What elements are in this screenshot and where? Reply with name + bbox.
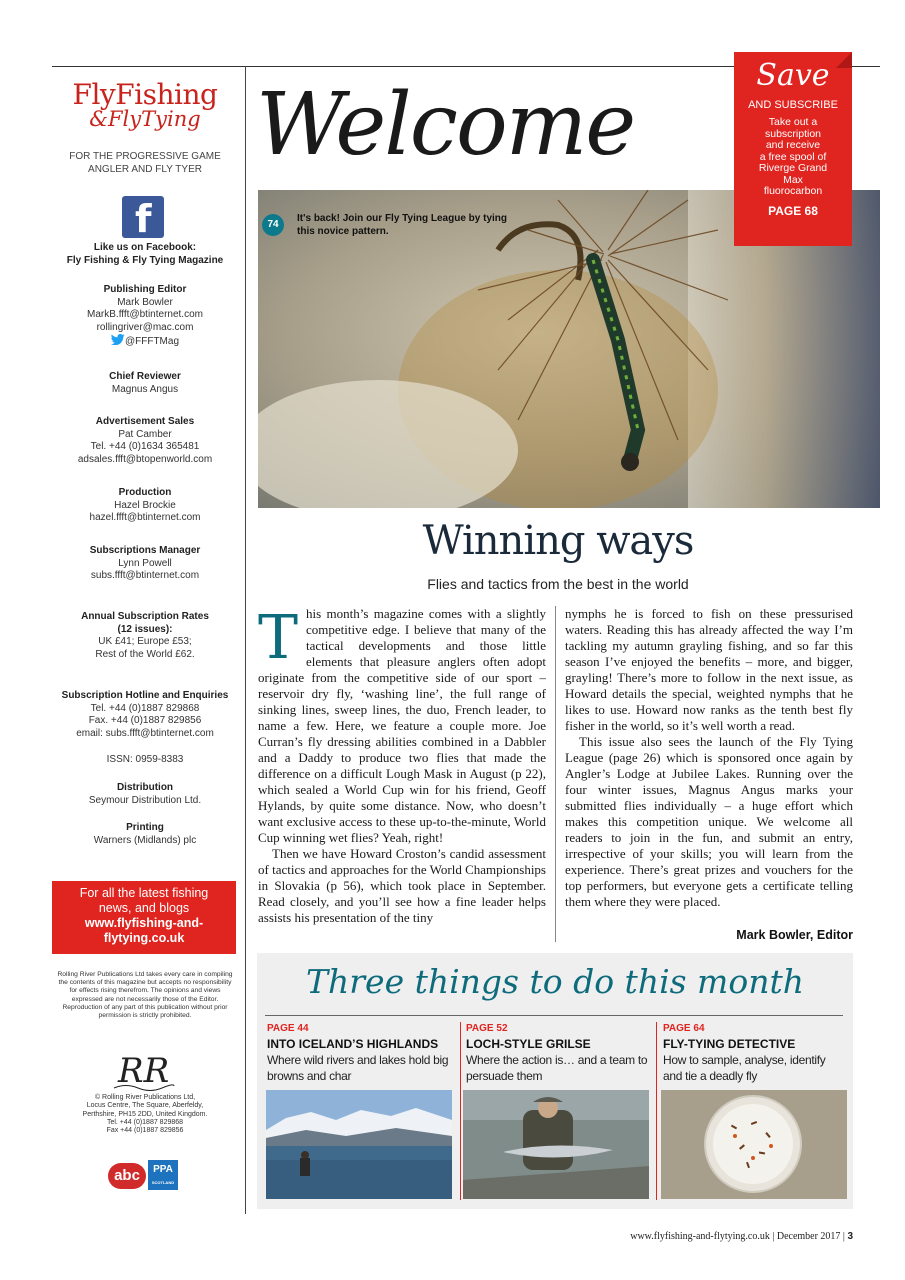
logo-line-2: &FlyTying bbox=[89, 107, 201, 131]
article-paragraph: Then we have Howard Croston’s candid assessment of tactics and approaches for the World Championships in Slovakia (p 56), which took place in September. Read closely, and you’ll see how a fine leader helps assists his presentation of the tiny bbox=[258, 846, 546, 925]
feature-page: PAGE 64 bbox=[663, 1023, 705, 1034]
production-block: Production Hazel Brockie hazel.ffft@btinternet.com bbox=[89, 487, 201, 523]
website-promo[interactable]: For all the latest fishing news, and blogs www.flyfishing-and- flytying.co.uk bbox=[52, 881, 236, 954]
facebook-text: Like us on Facebook: Fly Fishing & Fly Tying Magazine bbox=[66, 242, 224, 266]
feature-item-iceland[interactable] bbox=[267, 1022, 451, 1084]
svg-text:RR: RR bbox=[118, 1051, 170, 1091]
hero-caption: It's back! Join our Fly Tying League by tying this novice pattern. bbox=[297, 213, 507, 237]
article-standfirst: Flies and tactics from the best in the world bbox=[427, 576, 689, 592]
advertisement-block: Advertisement Sales Pat Camber Tel. +44 (0)1634 365481 adsales.ffft@btopenworld.com bbox=[77, 416, 213, 465]
fly-dish-photo[interactable] bbox=[661, 1090, 847, 1199]
chief-reviewer-block: Chief Reviewer Magnus Angus bbox=[109, 371, 181, 395]
feature-title: LOCH-STYLE GRILSE bbox=[466, 1037, 591, 1051]
article-column-1 bbox=[258, 606, 546, 944]
three-things-title: Three things to do this month bbox=[306, 962, 804, 1001]
iceland-photo[interactable] bbox=[266, 1090, 452, 1199]
feature-divider bbox=[460, 1022, 461, 1200]
facebook-icon[interactable]: f bbox=[122, 196, 164, 238]
subscribe-promo[interactable] bbox=[734, 52, 852, 246]
feature-title: FLY-TYING DETECTIVE bbox=[663, 1037, 796, 1051]
article-headline: Winning ways bbox=[422, 518, 694, 564]
drop-cap: T bbox=[258, 606, 299, 673]
editor-email-1[interactable]: MarkB.ffft@btinternet.com bbox=[87, 309, 203, 320]
issn: ISSN: 0959-8383 bbox=[106, 754, 184, 765]
copyright-block: © Rolling River Publications Ltd, Locus Centre, The Square, Aberfeldy, Perthshire, PH15 2DD, United Kingdom. Tel. +44 (0)1887 829868 Fax +44 (0)1887 829856 bbox=[82, 1094, 208, 1135]
save-page-link[interactable]: PAGE 68 bbox=[768, 203, 818, 218]
subscriptions-block: Subscriptions Manager Lynn Powell subs.ffft@btinternet.com bbox=[89, 545, 201, 581]
twitter-handle[interactable]: @FFFTMag bbox=[111, 336, 179, 347]
three-things-rule bbox=[265, 1015, 843, 1016]
article-byline: Mark Bowler, Editor bbox=[736, 928, 853, 942]
abc-logo: abc bbox=[108, 1163, 146, 1189]
disclaimer: Rolling River Publications Ltd takes every care in compiling the contents of this magazine but accepts no responsibility for effects rising therefrom. The opinions and views expressed are not necessarily those of the Editor. Reproduction of any part of this publication without prior permission is strictly prohibited. bbox=[57, 971, 233, 1020]
feature-desc: How to sample, analyse, identify and tie a deadly fly bbox=[663, 1053, 826, 1083]
feature-page: PAGE 52 bbox=[466, 1023, 508, 1034]
column-rule bbox=[555, 606, 556, 942]
sidebar-divider bbox=[245, 66, 246, 1214]
flag-fold bbox=[836, 52, 852, 68]
logo-tagline: FOR THE PROGRESSIVE GAME ANGLER AND FLY TYER bbox=[69, 151, 221, 175]
distribution-block: Distribution Seymour Distribution Ltd. bbox=[88, 782, 202, 806]
logo-line-1: FlyFishing bbox=[72, 78, 218, 111]
footer-url-date[interactable]: www.flyfishing-and-flytying.co.uk | December 2017 | bbox=[630, 1231, 845, 1242]
feature-divider bbox=[656, 1022, 657, 1200]
article-column-2 bbox=[565, 606, 853, 928]
save-text: Take out a subscription and receive a free spool of Riverge Grand Max fluorocarbon bbox=[758, 116, 828, 197]
publishing-editor-block: Publishing Editor Mark Bowler MarkB.ffft@btinternet.com rollingriver@mac.com @FFFTMag bbox=[87, 284, 203, 347]
page-footer bbox=[560, 1231, 853, 1242]
feature-desc: Where wild rivers and lakes hold big browns and char bbox=[267, 1053, 449, 1083]
page-title: Welcome bbox=[256, 75, 635, 175]
feature-item-detective[interactable] bbox=[663, 1022, 847, 1084]
editor-email-2[interactable]: rollingriver@mac.com bbox=[96, 321, 194, 333]
hotline-block: Subscription Hotline and Enquiries Tel. +44 (0)1887 829868 Fax. +44 (0)1887 829856 email: subs.ffft@btinternet.com bbox=[61, 690, 229, 739]
rolling-river-monogram bbox=[112, 1050, 176, 1094]
printing-block: Printing Warners (Midlands) plc bbox=[93, 822, 197, 846]
feature-page: PAGE 44 bbox=[267, 1023, 309, 1034]
feature-item-grilse[interactable] bbox=[466, 1022, 650, 1084]
feature-title: INTO ICELAND’S HIGHLANDS bbox=[267, 1037, 439, 1051]
grilse-photo[interactable] bbox=[463, 1090, 649, 1199]
rates-block: Annual Subscription Rates (12 issues): UK £41; Europe £53; Rest of the World £62. bbox=[81, 611, 209, 660]
page-number: 3 bbox=[847, 1231, 853, 1242]
twitter-icon bbox=[111, 334, 125, 345]
page-badge[interactable]: 74 bbox=[262, 214, 284, 236]
save-title: Save bbox=[756, 58, 830, 93]
save-subtitle: AND SUBSCRIBE bbox=[748, 99, 838, 111]
article-paragraph: This issue also sees the launch of the Fly Tying League (page 26) which is sponsored once again by Angler’s Lodge at Jubilee Lakes. Running over the four winter issues, Magnus Angus marks your submitted flies individually – a huge effort which makes this competition unique. We welcome all readers to join in the fun, and submit an entry, irrespective of your skills; you will learn from the experience. There’s great prizes and vouchers for the top performers, but everyone gets a certificate telling them where they were placed. bbox=[565, 734, 853, 909]
magazine-logo[interactable] bbox=[52, 80, 238, 130]
article-paragraph: nymphs he is forced to fish on these pressurised waters. Reading this has already affected the way I’m tackling my autumn grayling fishing, and so far this season I’ve enjoyed the benefits – more, and bigger, grayling! There’s more to follow in the next issue, as Howard details the special, weighted nymphs that he likes to use. Howard now ranks as the tenth best fly fisher in the world, so it’s well worth a read. bbox=[565, 606, 853, 733]
ppa-logo: PPA SCOTLAND bbox=[148, 1160, 178, 1190]
article-paragraph: his month’s magazine comes with a slightly competitive edge. I believe that many of the tactical developments and those little elements that pleasure anglers often adopt originate from the competitive side of our sport – reservoir dry fly, ‘washing line’, the full range of sinking lines, sweep lines, the duo, French leader, to name a few. Here, we feature a couple more. Joe Curran’s fly dressing abilities combined in a Dabbler and a Daddy to produce two flies that made the difference on a difficult Lough Mask in August (p 22), which sealed a World Cup win for his friend, Geoff Hylands, by quite some distance. Now, who doesn’t want exclusive access to these up-to-the-minute, World Cup winning wet flies? Yeah, right! bbox=[258, 606, 546, 845]
feature-desc: Where the action is… and a team to persuade them bbox=[466, 1053, 648, 1083]
